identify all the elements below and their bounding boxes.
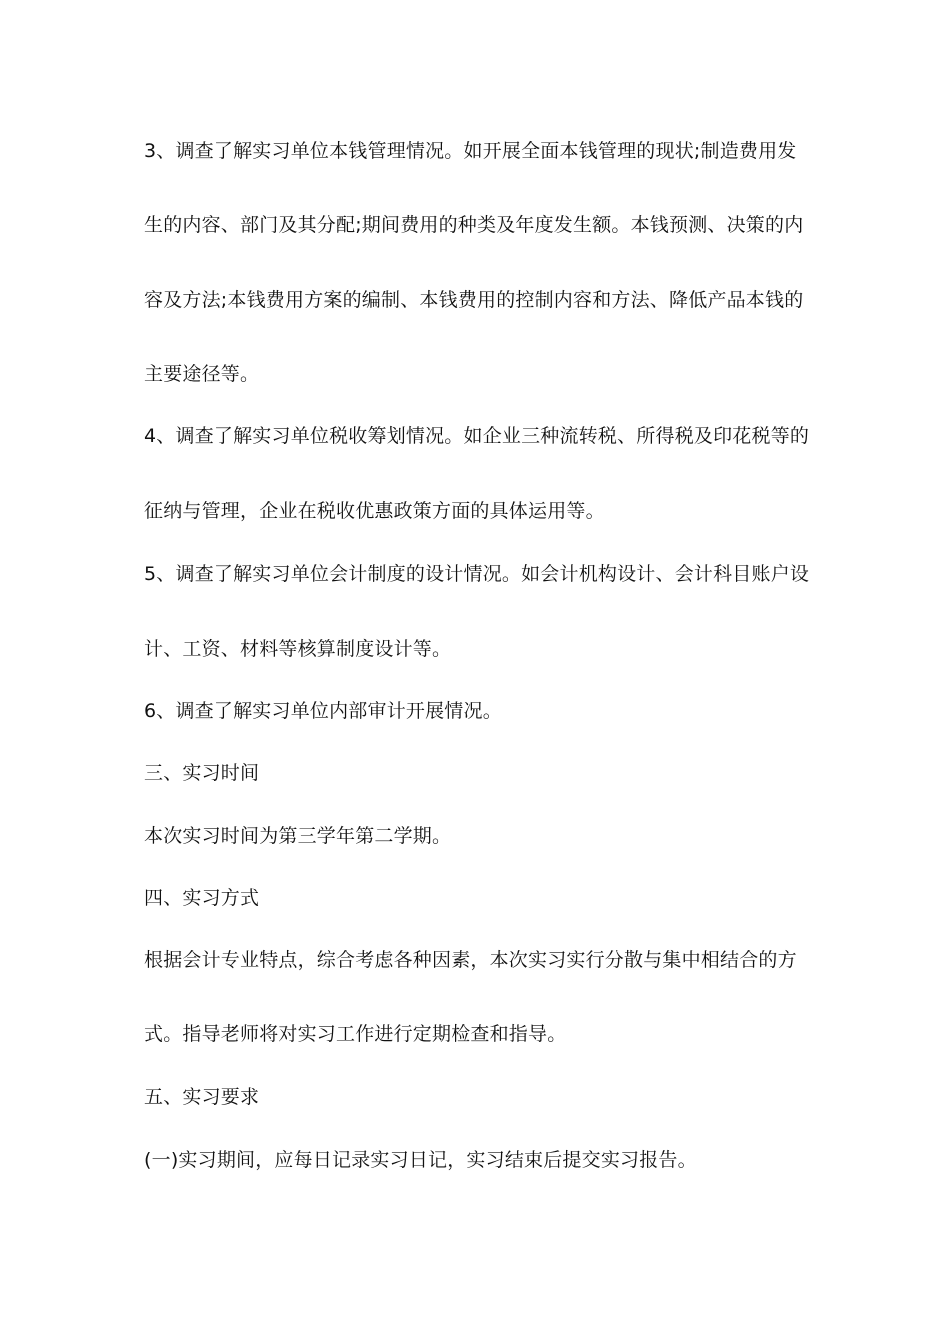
text-line: 征纳与管理，企业在税收优惠政策方面的具体运用等。 bbox=[144, 500, 605, 522]
text-line: 根据会计专业特点，综合考虑各种因素，本次实习实行分散与集中相结合的方 bbox=[144, 949, 797, 971]
text-line: 本次实习时间为第三学年第二学期。 bbox=[144, 825, 452, 847]
text-line: 计、工资、材料等核算制度设计等。 bbox=[144, 638, 452, 660]
text-line: 4、调查了解实习单位税收筹划情况。如企业三种流转税、所得税及印花税等的 bbox=[144, 425, 810, 447]
text-line: 式。指导老师将对实习工作进行定期检查和指导。 bbox=[144, 1023, 567, 1045]
text-line: 主要途径等。 bbox=[144, 363, 260, 385]
section-heading: 五、实习要求 bbox=[144, 1086, 260, 1108]
section-heading: 三、实习时间 bbox=[144, 762, 260, 784]
text-line: 3、调查了解实习单位本钱管理情况。如开展全面本钱管理的现状;制造费用发 bbox=[144, 140, 797, 162]
text-line: 6、调查了解实习单位内部审计开展情况。 bbox=[144, 700, 502, 722]
text-line: 容及方法;本钱费用方案的编制、本钱费用的控制内容和方法、降低产品本钱的 bbox=[144, 289, 804, 311]
text-line: 5、调查了解实习单位会计制度的设计情况。如会计机构设计、会计科目账户设 bbox=[144, 563, 810, 585]
text-line: (一)实习期间，应每日记录实习日记，实习结束后提交实习报告。 bbox=[144, 1149, 697, 1171]
text-line: 生的内容、部门及其分配;期间费用的种类及年度发生额。本钱预测、决策的内 bbox=[144, 214, 804, 236]
section-heading: 四、实习方式 bbox=[144, 887, 260, 909]
